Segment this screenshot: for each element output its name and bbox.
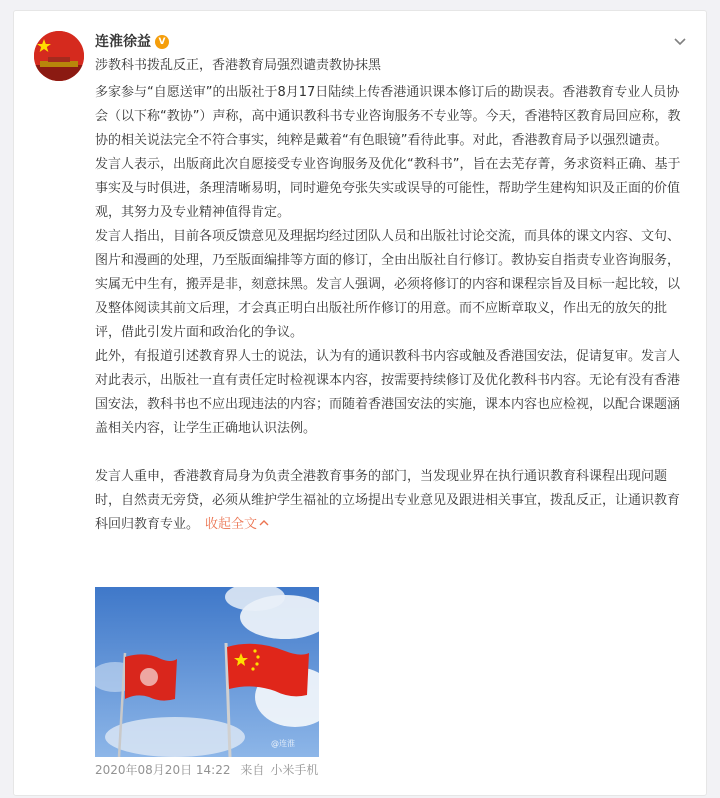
collapse-link[interactable] <box>205 517 269 532</box>
post-paragraph: 发言人指出，目前各项反馈意见及理据均经过团队人员和出版社讨论交流，而具体的课文内容、文句、图片和漫画的处理，乃至版面编排等方面的修订，全由出版社自行修订。教协妄自指责专业咨询服务，实属无中生有，搬弄是非，刻意抹黑。发言人强调，必须将修订的内容和课程宗旨及目标一起比较，以及整体阅读其前文后理，才会真正明白出版社所作修订的用意。而不应断章取义，作出无的放矢的批评，借此引发片面和政治化的争议。 <box>95 229 681 340</box>
username[interactable]: 连淮徐益 <box>95 34 151 50</box>
post-title: 涉教科书拨乱反正，香港教育局强烈谴责教协抹黑 <box>95 58 382 73</box>
chevron-down-icon[interactable] <box>672 33 688 49</box>
post-meta <box>95 761 324 779</box>
paragraph-spacer <box>95 441 687 465</box>
flags-photo <box>95 587 319 757</box>
post-paragraph: 此外，有报道引述教育界人士的说法，认为有的通识教科书内容或触及香港国安法，促请复审。发言人对此表示，出版社一直有责任定时检视课本内容，按需要持续修订及优化教科书内容。无论有没有香港国安法，教科书也不应出现违法的内容；而随着香港国安法的实施，课本内容也应检视，以配合课题涵盖相关内容，让学生正确地认识法例。 <box>95 349 681 436</box>
post-paragraph: 发言人重申，香港教育局身为负责全港教育事务的部门，当发现业界在执行通识教育科课程出现问题时，自然责无旁贷，必须从维护学生福祉的立场提出专业意见及跟进相关事宜，拨乱反正，让通识教育科回归教育专业。 <box>95 469 681 532</box>
collapse-label: 收起全文 <box>205 517 258 532</box>
source-prefix: 来自 <box>240 763 265 777</box>
post-body <box>95 81 687 537</box>
post-timestamp[interactable]: 2020年08月20日 14:22 <box>95 763 231 777</box>
username-row <box>95 31 169 53</box>
post-source[interactable]: 小米手机 <box>270 763 319 777</box>
post-paragraph-last <box>95 465 687 537</box>
post-card <box>13 10 707 796</box>
post-image[interactable] <box>95 587 319 757</box>
chevron-up-icon <box>259 518 269 528</box>
avatar[interactable] <box>34 31 84 81</box>
avatar-image <box>34 31 84 81</box>
verified-badge-icon: V <box>155 35 169 49</box>
image-watermark: @连淮 <box>271 739 295 748</box>
post-paragraph: 发言人表示，出版商此次自愿接受专业咨询服务及优化“教科书”，旨在去芜存菁，务求资料正确、基于事实及与时俱进，条理清晰易明，同时避免夸张失实或误导的可能性，帮助学生建构知识及正面的价值观，其努力及专业精神值得肯定。 <box>95 157 681 220</box>
post-paragraph: 多家参与“自愿送审”的出版社于8月17日陆续上传香港通识课本修订后的勘误表。香港教育专业人员协会（以下称“教协”）声称，高中通识教科书专业咨询服务不专业等。今天，香港特区教育局回应称，教协的相关说法完全不符合事实，纯粹是戴着“有色眼镜”看待此事。对此，香港教育局予以强烈谴责。 <box>95 85 681 148</box>
